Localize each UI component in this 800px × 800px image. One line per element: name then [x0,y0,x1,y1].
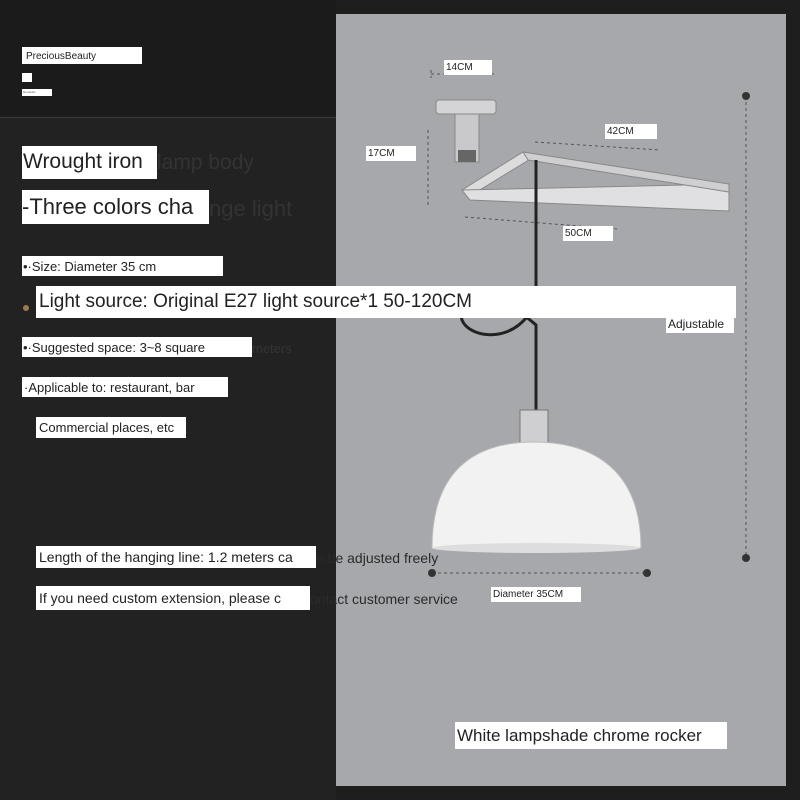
mount-joint [458,150,476,162]
note-custom-extension-rest: ontact customer service [310,591,458,607]
dim-adjustable: Adjustable [666,315,734,333]
dim-endpoint [428,569,436,577]
bullet-dot [23,305,29,311]
tiny-label: Romantic [22,89,52,96]
dim-top-width: 14CM [444,60,492,75]
spec-size: •·Size: Diameter 35 cm [22,256,223,276]
dim-arm-length: 42CM [605,124,657,139]
note-custom-extension: If you need custom extension, please c [36,586,310,610]
tiny-tag [22,73,32,82]
note-hanging-line-rest: n be adjusted freely [316,550,439,566]
dim-shade-diameter: Diameter 35CM [491,587,581,602]
headline-colors: -Three colors cha [22,190,209,224]
spec-commercial: Commercial places, etc [36,417,186,438]
dim-reach: 50CM [563,226,613,241]
spec-commercial-rest: . [186,421,190,436]
dim-endpoint [742,92,750,100]
note-hanging-line: Length of the hanging line: 1.2 meters ca [36,546,316,568]
brand-label: PreciousBeauty [22,47,142,64]
spec-applicable: ·Applicable to: restaurant, bar [22,377,228,397]
lamp-socket [520,410,548,444]
ceiling-plate [436,100,496,114]
product-caption: White lampshade chrome rocker [455,722,727,749]
headline-lamp-body-rest: lamp body [157,151,254,174]
headline-colors-rest: nge light [209,196,293,221]
dim-endpoint [643,569,651,577]
lampshade [432,442,641,548]
headline-lamp-body: Wrought iron [22,146,157,179]
dim-endpoint [742,554,750,562]
spec-space: •·Suggested space: 3~8 square [22,337,252,357]
swing-arm [462,184,729,211]
spec-light-source: Light source: Original E27 light source*1 50-120CM [36,286,736,318]
shade-rim [432,543,640,553]
spec-space-rest: meters [252,341,292,356]
dim-mount-height: 17CM [366,146,416,161]
